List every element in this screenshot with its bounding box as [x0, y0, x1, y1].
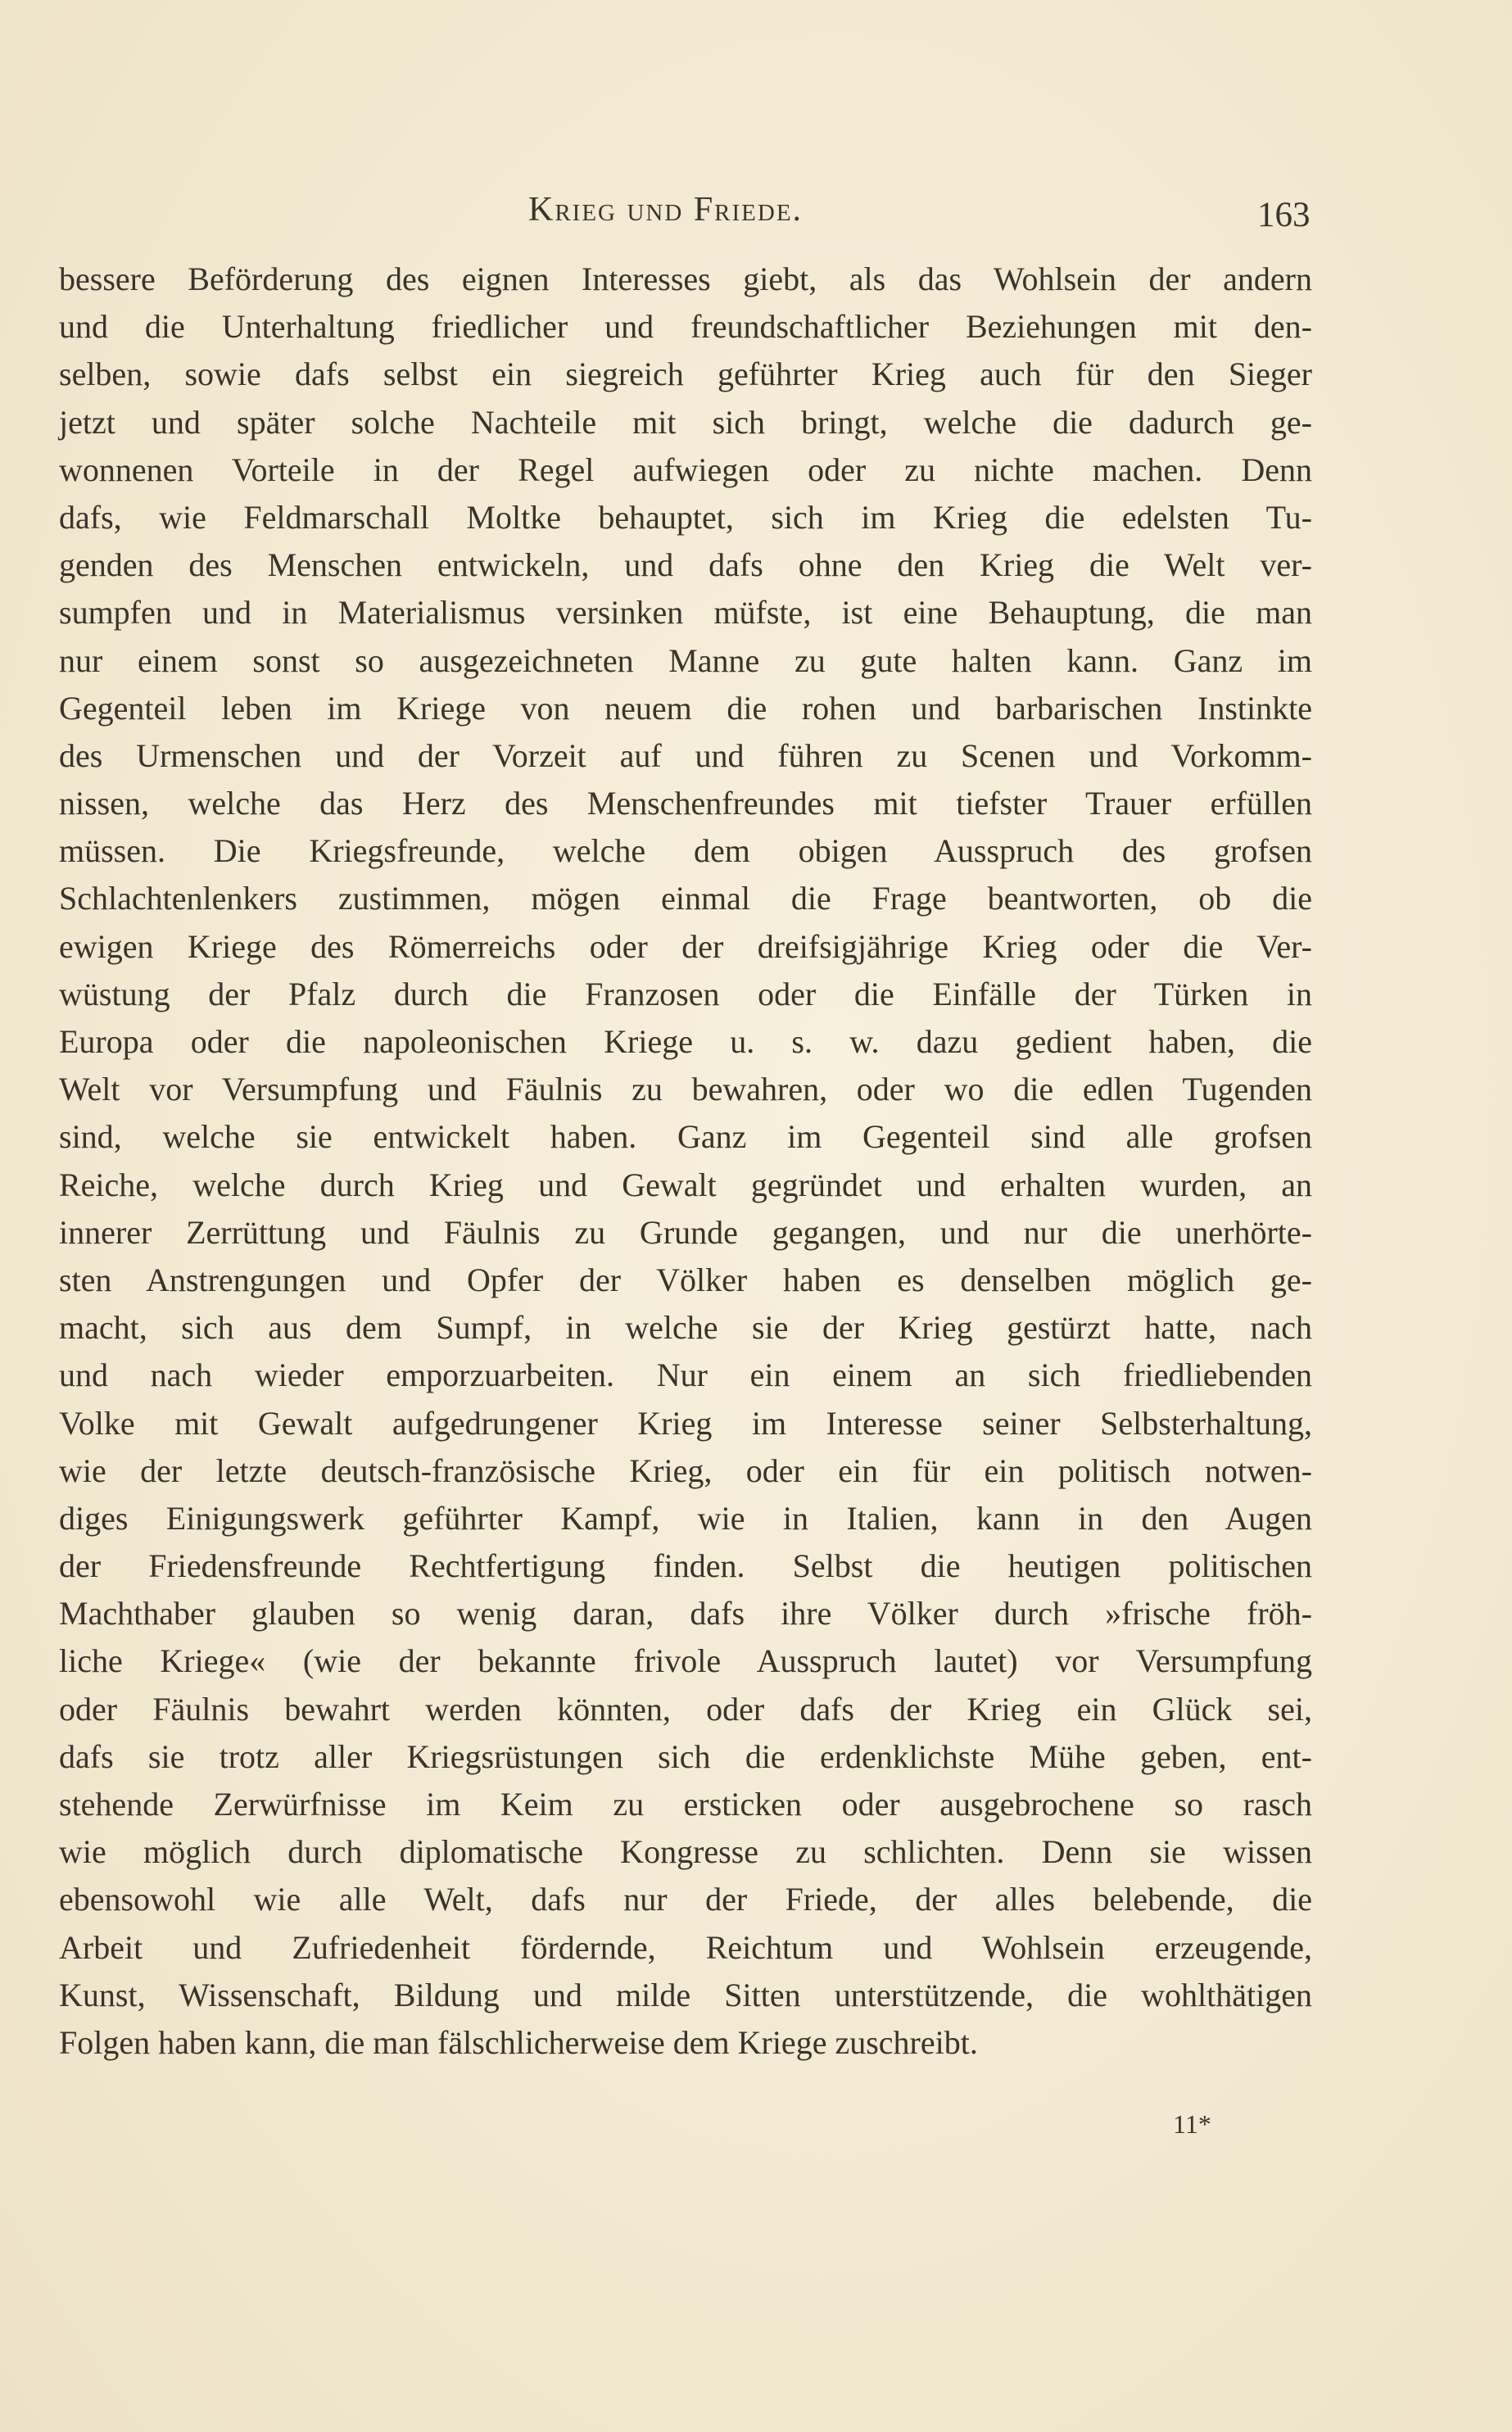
- text-line: dafs, wie Feldmarschall Moltke behauptet, sich im Krieg die edelsten Tu-: [59, 498, 1312, 536]
- text-line: genden des Menschen entwickeln, und dafs ohne den Krieg die Welt ver-: [59, 546, 1312, 584]
- text-line: Reiche, welche durch Krieg und Gewalt gegründet und erhalten wurden, an: [59, 1166, 1312, 1203]
- text-line: innerer Zerrüttung und Fäulnis zu Grunde gegangen, und nur die unerhörte-: [59, 1213, 1312, 1251]
- text-line: und die Unterhaltung friedlicher und freundschaftlicher Beziehungen mit den-: [59, 308, 1312, 346]
- text-line: liche Kriege« (wie der bekannte frivole Ausspruch lautet) vor Versumpfung: [59, 1642, 1312, 1680]
- text-line: Folgen haben kann, die man fälschlicherweise dem Kriege zuschreibt.: [59, 2023, 978, 2061]
- text-line: wie der letzte deutsch-französische Krieg, oder ein für ein politisch notwen-: [59, 1452, 1312, 1489]
- text-line: macht, sich aus dem Sumpf, in welche sie der Krieg gestürzt hatte, nach: [59, 1309, 1312, 1347]
- text-line: wie möglich durch diplomatische Kongresse zu schlichten. Denn sie wissen: [59, 1833, 1312, 1871]
- text-line: nissen, welche das Herz des Menschenfreundes mit tiefster Trauer erfüllen: [59, 785, 1312, 822]
- text-line: Arbeit und Zufriedenheit fördernde, Reichtum und Wohlsein erzeugende,: [59, 1928, 1312, 1966]
- text-line: und nach wieder emporzuarbeiten. Nur ein einem an sich friedliebenden: [59, 1356, 1312, 1394]
- text-line: der Friedensfreunde Rechtfertigung finden. Selbst die heutigen politischen: [59, 1547, 1312, 1585]
- text-line: wüstung der Pfalz durch die Franzosen oder die Einfälle der Türken in: [59, 975, 1312, 1012]
- page-number: 163: [1257, 196, 1311, 234]
- text-line: Welt vor Versumpfung und Fäulnis zu bewahren, oder wo die edlen Tugenden: [59, 1071, 1312, 1108]
- text-line: bessere Beförderung des eignen Interesses giebt, als das Wohlsein der andern: [59, 260, 1312, 297]
- text-line: ewigen Kriege des Römerreichs oder der dreifsigjährige Krieg oder die Ver-: [59, 927, 1312, 965]
- running-header-title: Krieg und Friede.: [528, 191, 804, 229]
- text-line: Schlachtenlenkers zustimmen, mögen einmal die Frage beantworten, ob die: [59, 880, 1312, 917]
- text-line: Machthaber glauben so wenig daran, dafs ihre Völker durch »frische fröh-: [59, 1595, 1312, 1633]
- text-line: sumpfen und in Materialismus versinken müfste, ist eine Behauptung, die man: [59, 594, 1312, 632]
- text-line: müssen. Die Kriegsfreunde, welche dem obigen Ausspruch des grofsen: [59, 832, 1312, 870]
- text-line: wonnenen Vorteile in der Regel aufwiegen oder zu nichte machen. Denn: [59, 451, 1312, 488]
- signature-mark: 11*: [1173, 2109, 1211, 2139]
- text-line: Kunst, Wissenschaft, Bildung und milde Sitten unterstützende, die wohlthätigen: [59, 1976, 1312, 2013]
- text-line: sind, welche sie entwickelt haben. Ganz im Gegenteil sind alle grofsen: [59, 1118, 1312, 1156]
- text-line: dafs sie trotz aller Kriegsrüstungen sich die erdenklichste Mühe geben, ent-: [59, 1737, 1312, 1775]
- text-line: oder Fäulnis bewahrt werden könnten, oder dafs der Krieg ein Glück sei,: [59, 1690, 1312, 1728]
- text-line: diges Einigungswerk geführter Kampf, wie in Italien, kann in den Augen: [59, 1499, 1312, 1537]
- text-line: sten Anstrengungen und Opfer der Völker haben es denselben möglich ge-: [59, 1261, 1312, 1298]
- body-text: [59, 256, 1312, 2067]
- text-line: stehende Zerwürfnisse im Keim zu ersticken oder ausgebrochene so rasch: [59, 1786, 1312, 1823]
- text-line: selben, sowie dafs selbst ein siegreich geführter Krieg auch für den Sieger: [59, 356, 1312, 393]
- text-line: ebensowohl wie alle Welt, dafs nur der Friede, der alles belebende, die: [59, 1881, 1312, 1918]
- text-line: nur einem sonst so ausgezeichneten Manne zu gute halten kann. Ganz im: [59, 641, 1312, 679]
- text-line: jetzt und später solche Nachteile mit sich bringt, welche die dadurch ge-: [59, 403, 1312, 441]
- text-line: des Urmenschen und der Vorzeit auf und führen zu Scenen und Vorkomm-: [59, 736, 1312, 774]
- text-line: Volke mit Gewalt aufgedrungener Krieg im Interesse seiner Selbsterhaltung,: [59, 1404, 1312, 1442]
- text-line: Gegenteil leben im Kriege von neuem die rohen und barbarischen Instinkte: [59, 689, 1312, 727]
- text-line: Europa oder die napoleonischen Kriege u. s. w. dazu gedient haben, die: [59, 1023, 1312, 1060]
